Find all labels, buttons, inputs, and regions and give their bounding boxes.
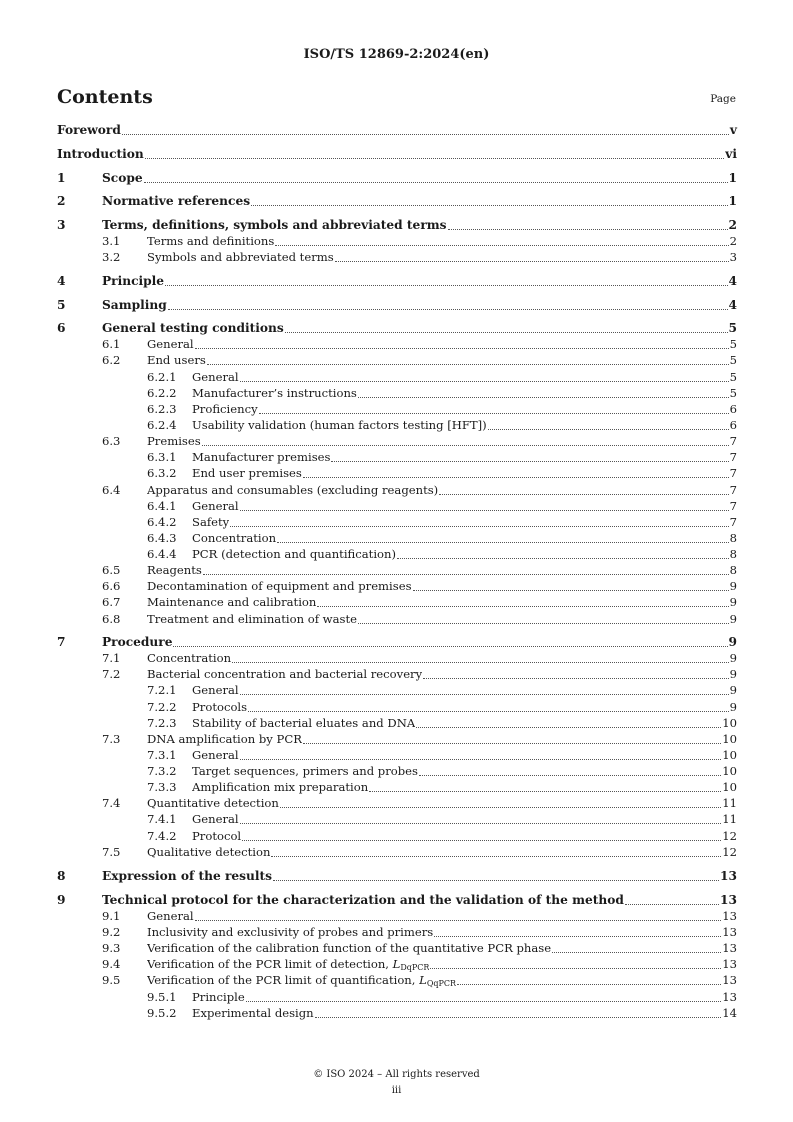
toc-entry[interactable] bbox=[57, 450, 737, 465]
toc-leader-dots bbox=[144, 182, 728, 183]
toc-entry-page: 9 bbox=[729, 651, 737, 665]
toc-leader-dots bbox=[397, 558, 729, 559]
toc-entry-title: Apparatus and consumables (excluding reagents) bbox=[147, 483, 439, 497]
toc-leader-dots bbox=[369, 791, 721, 792]
toc-entry-page: 1 bbox=[728, 171, 737, 185]
toc-entry[interactable] bbox=[57, 990, 737, 1005]
toc-entry-title: Concentration bbox=[192, 531, 277, 545]
toc-entry-title: End users bbox=[147, 353, 206, 367]
toc-entry-title: General bbox=[192, 812, 239, 826]
toc-entry-page: 6 bbox=[729, 402, 737, 416]
toc-entry-title: End user premises bbox=[192, 466, 302, 480]
toc-entry-number: 3.1 bbox=[102, 234, 121, 248]
toc-entry-title: Verification of the PCR limit of quantification, $L_{QqPCR}$ bbox=[147, 973, 457, 988]
toc-entry-number: 6.2.4 bbox=[147, 418, 177, 432]
toc-entry-page: 7 bbox=[729, 450, 737, 464]
toc-leader-dots bbox=[203, 574, 729, 575]
toc-entry-title: PCR (detection and quantification) bbox=[192, 547, 397, 561]
toc-entry[interactable] bbox=[57, 683, 737, 698]
toc-entry-number: 7.2 bbox=[102, 667, 121, 681]
toc-entry-title: General bbox=[147, 337, 194, 351]
toc-entry-number: 7.2.3 bbox=[147, 716, 177, 730]
toc-entry-page: 13 bbox=[722, 909, 737, 923]
toc-entry[interactable] bbox=[57, 595, 737, 610]
toc-entry-page: 13 bbox=[722, 925, 737, 939]
toc-leader-dots bbox=[457, 984, 721, 985]
toc-entry[interactable] bbox=[57, 812, 737, 827]
toc-entry-title: General bbox=[192, 748, 239, 762]
toc-entry[interactable] bbox=[57, 171, 737, 186]
toc-entry-title: Reagents bbox=[147, 563, 202, 577]
toc-leader-dots bbox=[240, 510, 729, 511]
toc-entry-page: 14 bbox=[722, 1006, 737, 1020]
toc-leader-dots bbox=[207, 364, 729, 365]
toc-entry[interactable] bbox=[57, 700, 737, 715]
toc-entry[interactable] bbox=[57, 796, 737, 811]
toc-entry[interactable] bbox=[57, 957, 737, 972]
toc-entry-page: 7 bbox=[729, 434, 737, 448]
toc-entry-page: 1 bbox=[728, 194, 737, 208]
toc-entry-number: 7.3.2 bbox=[147, 764, 177, 778]
toc-leader-dots bbox=[303, 743, 721, 744]
toc-leader-dots bbox=[230, 526, 728, 527]
document-identifier: ISO/TS 12869-2:2024(en) bbox=[303, 47, 490, 62]
toc-entry-title: Verification of the PCR limit of detection, $L_{DqPCR}$ bbox=[147, 957, 430, 972]
toc-entry-number: 6.4.4 bbox=[147, 547, 177, 561]
toc-entry-number: 6.2 bbox=[102, 353, 121, 367]
toc-entry-title: Sampling bbox=[102, 298, 167, 312]
toc-entry-page: 5 bbox=[729, 386, 737, 400]
toc-entry[interactable] bbox=[57, 499, 737, 514]
toc-entry-page: 8 bbox=[729, 547, 737, 561]
toc-entry[interactable] bbox=[57, 274, 737, 289]
toc-entry-title: Symbols and abbreviated terms bbox=[147, 250, 334, 264]
toc-entry-number: 6 bbox=[57, 321, 66, 335]
toc-entry-page: 11 bbox=[722, 812, 737, 826]
toc-entry-title: Terms, definitions, symbols and abbreviated terms bbox=[102, 218, 447, 232]
toc-entry[interactable] bbox=[57, 732, 737, 747]
toc-leader-dots bbox=[430, 968, 721, 969]
toc-entry-page: 5 bbox=[729, 337, 737, 351]
toc-entry[interactable] bbox=[57, 651, 737, 666]
toc-entry-page: 10 bbox=[722, 780, 737, 794]
toc-entry-title: Principle bbox=[192, 990, 245, 1004]
toc-entry-title: Maintenance and calibration bbox=[147, 595, 317, 609]
toc-entry[interactable] bbox=[57, 483, 737, 498]
toc-entry[interactable] bbox=[57, 386, 737, 401]
toc-entry[interactable] bbox=[57, 531, 737, 546]
toc-entry-title: Experimental design bbox=[192, 1006, 314, 1020]
page-number: iii bbox=[391, 1085, 402, 1096]
toc-leader-dots bbox=[413, 590, 729, 591]
toc-entry[interactable] bbox=[57, 250, 737, 265]
toc-entry[interactable] bbox=[57, 667, 737, 682]
toc-entry-number: 7.2.2 bbox=[147, 700, 177, 714]
toc-leader-dots bbox=[439, 494, 728, 495]
toc-entry-number: 6.2.1 bbox=[147, 370, 177, 384]
toc-entry-page: 7 bbox=[729, 499, 737, 513]
toc-entry[interactable] bbox=[57, 123, 737, 138]
toc-entry[interactable] bbox=[57, 635, 737, 650]
toc-leader-dots bbox=[248, 711, 729, 712]
toc-entry-page: v bbox=[729, 123, 737, 137]
toc-entry-number: 6.4.2 bbox=[147, 515, 177, 529]
toc-entry[interactable] bbox=[57, 515, 737, 530]
toc-leader-dots bbox=[242, 840, 721, 841]
toc-entry-number: 5 bbox=[57, 298, 66, 312]
toc-leader-dots bbox=[416, 727, 721, 728]
toc-leader-dots bbox=[122, 134, 729, 135]
toc-leader-dots bbox=[240, 823, 722, 824]
toc-entry-title: Verification of the calibration function of the quantitative PCR phase bbox=[147, 941, 552, 955]
toc-entry-title: Concentration bbox=[147, 651, 232, 665]
toc-entry[interactable] bbox=[57, 748, 737, 763]
toc-entry-title: General bbox=[192, 370, 239, 384]
toc-entry-title: General bbox=[192, 683, 239, 697]
toc-leader-dots bbox=[419, 775, 721, 776]
toc-entry-number: 3.2 bbox=[102, 250, 121, 264]
toc-entry-number: 7.2.1 bbox=[147, 683, 177, 697]
toc-entry[interactable] bbox=[57, 941, 737, 956]
toc-entry-page: 13 bbox=[720, 869, 737, 883]
toc-entry-number: 1 bbox=[57, 171, 66, 185]
toc-entry-number: 6.4.1 bbox=[147, 499, 177, 513]
toc-entry-page: 13 bbox=[722, 941, 737, 955]
toc-entry-number: 6.4 bbox=[102, 483, 121, 497]
toc-leader-dots bbox=[277, 542, 729, 543]
toc-entry[interactable] bbox=[57, 1006, 737, 1021]
toc-entry-title: Inclusivity and exclusivity of probes and primers bbox=[147, 925, 434, 939]
toc-entry-number: 7.3.1 bbox=[147, 748, 177, 762]
toc-entry[interactable] bbox=[57, 434, 737, 449]
toc-entry-number: 2 bbox=[57, 194, 66, 208]
toc-entry-page: 4 bbox=[728, 298, 737, 312]
toc-entry-title: Decontamination of equipment and premises bbox=[147, 579, 412, 593]
toc-leader-dots bbox=[448, 229, 728, 230]
copyright-notice: © ISO 2024 – All rights reserved bbox=[313, 1069, 480, 1080]
toc-entry-number: 7.5 bbox=[102, 845, 121, 859]
toc-leader-dots bbox=[434, 936, 721, 937]
toc-entry[interactable] bbox=[57, 780, 737, 795]
toc-entry-title: Technical protocol for the characterization and the validation of the method bbox=[102, 893, 624, 907]
toc-entry-page: 12 bbox=[722, 845, 737, 859]
toc-entry-symbol: L bbox=[392, 957, 401, 971]
toc-entry[interactable] bbox=[57, 764, 737, 779]
toc-entry[interactable] bbox=[57, 612, 737, 627]
toc-entry-page: 13 bbox=[722, 990, 737, 1004]
toc-entry[interactable] bbox=[57, 353, 737, 368]
toc-entry-page: 9 bbox=[729, 700, 737, 714]
toc-entry-number: 6.1 bbox=[102, 337, 121, 351]
toc-entry-page: 9 bbox=[729, 667, 737, 681]
toc-entry-title: Amplification mix preparation bbox=[192, 780, 369, 794]
toc-entry-page: 11 bbox=[722, 796, 737, 810]
toc-leader-dots bbox=[202, 445, 729, 446]
toc-leader-dots bbox=[240, 759, 722, 760]
toc-entry-number: 7.3 bbox=[102, 732, 121, 746]
toc-entry-page: 10 bbox=[722, 748, 737, 762]
toc-entry-number: 9.4 bbox=[102, 957, 121, 971]
toc-entry[interactable] bbox=[57, 845, 737, 860]
toc-entry-number: 9.1 bbox=[102, 909, 121, 923]
page-title: Contents bbox=[57, 86, 153, 108]
toc-entry-number: 6.3.2 bbox=[147, 466, 177, 480]
toc-leader-dots bbox=[625, 904, 719, 905]
toc-entry-number: 9 bbox=[57, 893, 66, 907]
toc-entry-title: Target sequences, primers and probes bbox=[192, 764, 418, 778]
toc-leader-dots bbox=[195, 348, 729, 349]
toc-leader-dots bbox=[358, 623, 729, 624]
toc-leader-dots bbox=[303, 477, 729, 478]
toc-leader-dots bbox=[195, 920, 722, 921]
toc-entry-title: Quantitative detection bbox=[147, 796, 279, 810]
toc-entry-title: Expression of the results bbox=[102, 869, 272, 883]
toc-entry-symbol: L bbox=[419, 973, 427, 987]
toc-entry[interactable] bbox=[57, 579, 737, 594]
toc-entry-page: 8 bbox=[729, 531, 737, 545]
toc-entry[interactable] bbox=[57, 298, 737, 313]
toc-entry-number: 6.7 bbox=[102, 595, 121, 609]
toc-entry-page: 9 bbox=[729, 595, 737, 609]
toc-entry-title: Manufacturer premises bbox=[192, 450, 331, 464]
toc-entry-number: 7.3.3 bbox=[147, 780, 177, 794]
toc-entry-number: 6.2.3 bbox=[147, 402, 177, 416]
toc-entry-number: 7.4 bbox=[102, 796, 121, 810]
toc-entry-title: General testing conditions bbox=[102, 321, 284, 335]
toc-leader-dots bbox=[280, 807, 721, 808]
toc-entry-number: 9.5 bbox=[102, 973, 121, 987]
toc-entry[interactable] bbox=[57, 466, 737, 481]
toc-leader-dots bbox=[552, 952, 721, 953]
toc-entry[interactable] bbox=[57, 547, 737, 562]
toc-leader-dots bbox=[315, 1017, 722, 1018]
toc-entry-number: 3 bbox=[57, 218, 66, 232]
toc-entry-number: 9.5.2 bbox=[147, 1006, 177, 1020]
toc-entry[interactable] bbox=[57, 147, 737, 162]
toc-entry-page: 5 bbox=[728, 321, 737, 335]
toc-entry-title: Treatment and elimination of waste bbox=[147, 612, 357, 626]
toc-entry[interactable] bbox=[57, 909, 737, 924]
toc-entry-title: Protocols bbox=[192, 700, 248, 714]
toc-entry-title: Introduction bbox=[57, 147, 144, 161]
toc-entry-page: 7 bbox=[729, 515, 737, 529]
page-footer bbox=[0, 1067, 793, 1099]
toc-entry-number: 6.3 bbox=[102, 434, 121, 448]
toc-entry-number: 7.4.1 bbox=[147, 812, 177, 826]
toc-entry-page: 10 bbox=[722, 732, 737, 746]
toc-entry-number: 7.4.2 bbox=[147, 829, 177, 843]
toc-leader-dots bbox=[358, 397, 729, 398]
toc-entry[interactable] bbox=[57, 418, 737, 433]
toc-entry-number: 6.4.3 bbox=[147, 531, 177, 545]
toc-entry-page: 2 bbox=[729, 234, 737, 248]
toc-entry-page: 7 bbox=[729, 466, 737, 480]
toc-leader-dots bbox=[317, 606, 728, 607]
toc-leader-dots bbox=[423, 678, 728, 679]
toc-leader-dots bbox=[271, 856, 721, 857]
toc-entry[interactable] bbox=[57, 973, 737, 988]
toc-entry-symbol-subscript: DqPCR bbox=[400, 963, 430, 972]
toc-entry[interactable] bbox=[57, 716, 737, 731]
toc-entry[interactable] bbox=[57, 337, 737, 352]
toc-entry-page: 13 bbox=[720, 893, 737, 907]
toc-entry-title: General bbox=[192, 499, 239, 513]
toc-entry-title: Bacterial concentration and bacterial recovery bbox=[147, 667, 423, 681]
toc-leader-dots bbox=[232, 662, 729, 663]
toc-entry-page: 9 bbox=[729, 579, 737, 593]
toc-entry-page: 13 bbox=[722, 957, 737, 971]
toc-entry-page: 3 bbox=[729, 250, 737, 264]
toc-leader-dots bbox=[251, 205, 727, 206]
toc-entry-page: 8 bbox=[729, 563, 737, 577]
toc-entry-page: 4 bbox=[728, 274, 737, 288]
toc-entry-symbol-subscript: QqPCR bbox=[426, 979, 457, 988]
toc-entry-number: 7 bbox=[57, 635, 66, 649]
toc-entry-page: 13 bbox=[722, 973, 737, 987]
toc-leader-dots bbox=[331, 461, 728, 462]
toc-entry[interactable] bbox=[57, 563, 737, 578]
toc-leader-dots bbox=[145, 158, 724, 159]
toc-entry[interactable] bbox=[57, 829, 737, 844]
toc-entry-number: 9.2 bbox=[102, 925, 121, 939]
toc-entry-page: 10 bbox=[722, 716, 737, 730]
toc-entry-page: vi bbox=[725, 147, 737, 161]
toc-entry-page: 9 bbox=[729, 612, 737, 626]
toc-entry-title: Scope bbox=[102, 171, 143, 185]
toc-entry-title: Safety bbox=[192, 515, 230, 529]
toc-entry-number: 6.5 bbox=[102, 563, 121, 577]
toc-leader-dots bbox=[165, 285, 727, 286]
toc-entry-number: 6.3.1 bbox=[147, 450, 177, 464]
toc-entry-page: 9 bbox=[729, 683, 737, 697]
toc-leader-dots bbox=[246, 1001, 722, 1002]
toc-entry-title: Foreword bbox=[57, 123, 121, 137]
toc-entry-title: Normative references bbox=[102, 194, 251, 208]
toc-entry-title: Protocol bbox=[192, 829, 242, 843]
toc-entry-title: Usability validation (human factors testing [HFT]) bbox=[192, 418, 487, 432]
toc-entry[interactable] bbox=[57, 925, 737, 940]
toc-leader-dots bbox=[488, 429, 729, 430]
toc-entry[interactable] bbox=[57, 234, 737, 249]
toc-entry-title: Principle bbox=[102, 274, 165, 288]
toc-leader-dots bbox=[168, 309, 728, 310]
toc-entry[interactable] bbox=[57, 402, 737, 417]
toc-leader-dots bbox=[275, 245, 728, 246]
toc-entry[interactable] bbox=[57, 194, 737, 209]
toc-leader-dots bbox=[173, 646, 727, 647]
toc-entry-page: 7 bbox=[729, 483, 737, 497]
page-column-label: Page bbox=[710, 93, 736, 105]
toc-entry-page: 6 bbox=[729, 418, 737, 432]
toc-entry[interactable] bbox=[57, 370, 737, 385]
toc-entry-number: 6.6 bbox=[102, 579, 121, 593]
toc-entry-page: 9 bbox=[728, 635, 737, 649]
toc-entry-page: 5 bbox=[729, 370, 737, 384]
toc-entry-title: Proficiency bbox=[192, 402, 258, 416]
toc-entry-number: 9.3 bbox=[102, 941, 121, 955]
toc-entry-title: Qualitative detection bbox=[147, 845, 271, 859]
toc-entry-number: 6.8 bbox=[102, 612, 121, 626]
toc-entry[interactable] bbox=[57, 893, 737, 908]
toc-entry-title: DNA amplification by PCR bbox=[147, 732, 302, 746]
toc-leader-dots bbox=[240, 694, 729, 695]
toc-entry[interactable] bbox=[57, 321, 737, 336]
toc-entry-number: 9.5.1 bbox=[147, 990, 177, 1004]
toc-entry-page: 5 bbox=[729, 353, 737, 367]
toc-leader-dots bbox=[285, 332, 728, 333]
toc-entry-page: 10 bbox=[722, 764, 737, 778]
toc-entry-page: 2 bbox=[728, 218, 737, 232]
toc-entry-title: Premises bbox=[147, 434, 201, 448]
toc-entry-title: Terms and definitions bbox=[147, 234, 275, 248]
toc-entry-title: Stability of bacterial eluates and DNA bbox=[192, 716, 416, 730]
toc-entry-page: 12 bbox=[722, 829, 737, 843]
toc-entry-number: 4 bbox=[57, 274, 66, 288]
toc-entry-number: 6.2.2 bbox=[147, 386, 177, 400]
toc-entry-title: Procedure bbox=[102, 635, 173, 649]
toc-entry-title: Manufacturer’s instructions bbox=[192, 386, 357, 400]
toc-entry-number: 8 bbox=[57, 869, 66, 883]
toc-entry-title: General bbox=[147, 909, 194, 923]
toc-leader-dots bbox=[273, 880, 719, 881]
toc-entry-number: 7.1 bbox=[102, 651, 121, 665]
toc-entry[interactable] bbox=[57, 218, 737, 233]
toc-entry[interactable] bbox=[57, 869, 737, 884]
toc-leader-dots bbox=[335, 261, 729, 262]
toc-leader-dots bbox=[259, 413, 729, 414]
toc-leader-dots bbox=[240, 381, 729, 382]
